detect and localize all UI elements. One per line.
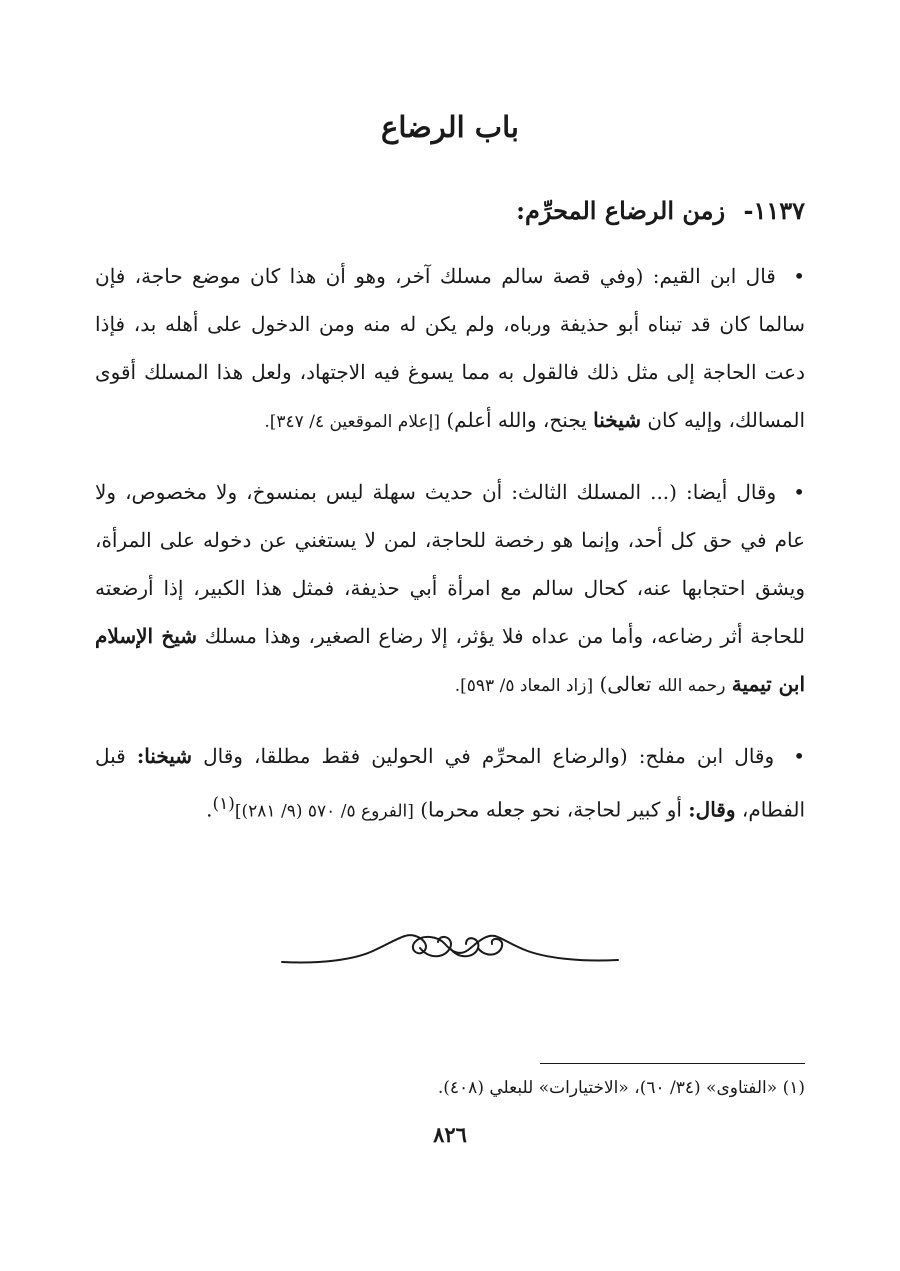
bullet-icon: • <box>793 264 805 288</box>
paragraph-3-citation: [الفروع ٥/ ٥٧٠ (٩/ ٢٨١)] <box>234 801 414 822</box>
paragraph-3-period: . <box>206 797 213 822</box>
paragraph-3-text: وقال ابن مفلح: (والرضاع المحرِّم في الحولين فقط مطلقا، وقال <box>203 744 775 768</box>
ornament-divider-icon <box>280 920 620 975</box>
book-page <box>95 0 805 1271</box>
footnote-reference: (١) <box>212 794 235 814</box>
paragraph-2-citation: [زاد المعاد ٥/ ٥٩٣]. <box>454 676 594 696</box>
paragraph-3-text-end: أو كبير لحاجة، نحو جعله محرما) <box>420 797 682 822</box>
paragraph-2 <box>95 468 805 710</box>
paragraph-2-text-end: تعالى) <box>599 672 652 696</box>
chapter-title: باب الرضاع <box>381 110 519 144</box>
paragraph-2-bold: شيخ الإسلام ابن تيمية <box>95 624 805 696</box>
paragraph-1-text: قال ابن القيم: (وفي قصة سالم مسلك آخر، وهو أن هذا كان موضع حاجة، فإن سالما كان قد تبناه أبو حذيفة ورباه، ولم يكن له منه ومن الدخول على أهله بد، فإذا دعت الحاجة إلى مثل ذلك فالقول به مما يسوغ فيه الاجتهاد، ولعل هذا المسلك أقوى المسالك، وإليه كان <box>95 264 805 432</box>
paragraph-3-text-mid: قبل الفطام، <box>95 744 805 822</box>
paragraph-1-citation: [إعلام الموقعين ٤/ ٣٤٧]. <box>264 412 440 432</box>
bullet-icon: • <box>793 480 805 504</box>
paragraph-1-text-end: يجنح، والله أعلم) <box>446 408 587 432</box>
paragraph-3-bold: شيخنا: <box>136 744 193 768</box>
section-heading <box>95 196 805 225</box>
footnote: (١) «الفتاوى» (٣٤/ ٦٠)، «الاختيارات» للبعلي (٤٠٨). <box>437 1078 805 1098</box>
honorific-glyph: رحمه الله <box>657 676 726 696</box>
body-text <box>95 252 805 858</box>
paragraph-3-bold-2: وقال: <box>688 797 736 822</box>
paragraph-1-bold: شيخنا <box>593 408 641 432</box>
bullet-icon: • <box>793 744 806 768</box>
section-title: زمن الرضاع المحرِّم: <box>516 196 726 225</box>
paragraph-1 <box>95 252 805 446</box>
paragraph-3 <box>95 732 805 836</box>
page-number: ٨٢٦ <box>433 1122 467 1147</box>
paragraph-2-text: وقال أيضا: (... المسلك الثالث: أن حديث سهلة ليس بمنسوخ، ولا مخصوص، ولا عام في حق كل أحد، وإنما هو رخصة للحاجة، لمن لا يستغني عن دخوله على المرأة، ويشق احتجابها عنه، كحال سالم مع امرأة أبي حذيفة، فمثل هذا الكبير، إذا أرضعته للحاجة أثر رضاعه، وأما من عداه فلا يؤثر، إلا رضاع الصغير، وهذا مسلك <box>95 480 806 648</box>
section-number: ١١٣٧- <box>743 196 805 225</box>
footnote-separator <box>540 1063 805 1064</box>
